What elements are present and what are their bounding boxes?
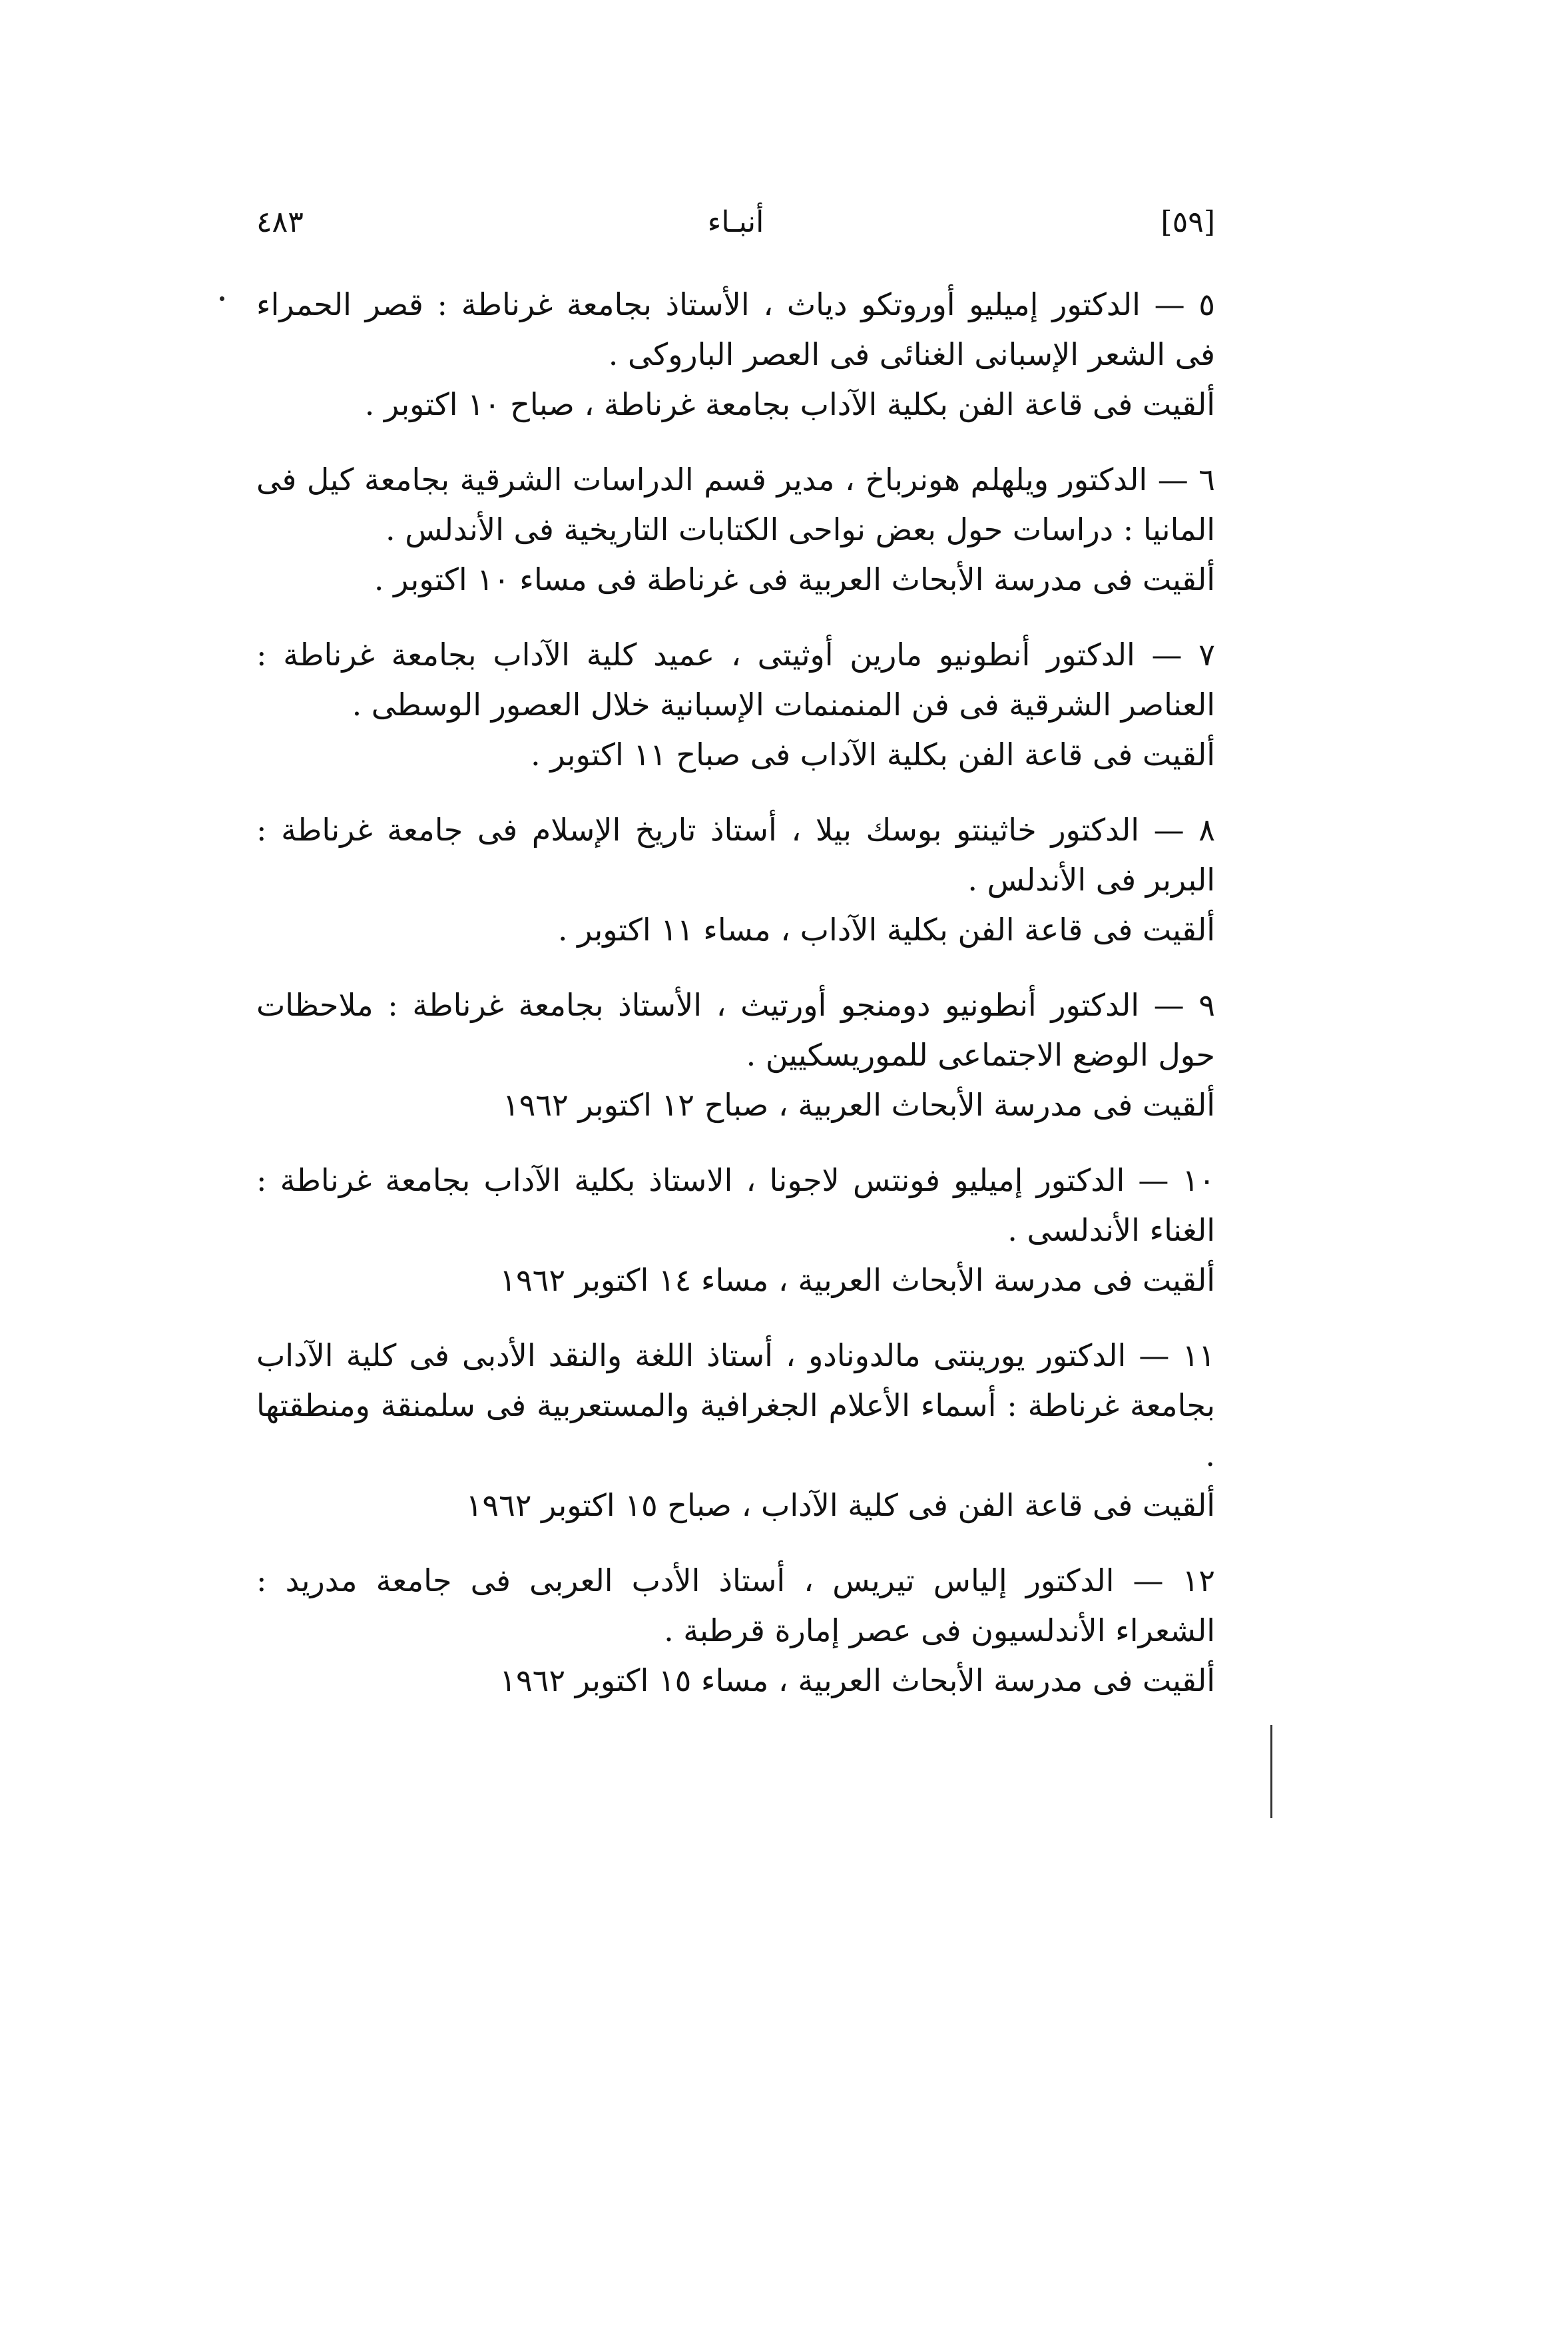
lecture-description: ١٢ — الدكتور إلياس تيريس ، أستاذ الأدب العربى فى جامعة مدريد : الشعراء الأندلسيون فى عصر إمارة قرطبة . <box>256 1562 1215 1648</box>
lecture-delivery-note: ألقيت فى قاعة الفن فى كلية الآداب ، صباح ١٥ اكتوبر ١٩٦٢ <box>465 1487 1215 1523</box>
lecture-entry-7 <box>256 630 1215 780</box>
section-reference: [٥٩] <box>1161 205 1215 239</box>
lecture-entry-10 <box>256 1156 1215 1305</box>
lecture-delivery-note: ألقيت فى مدرسة الأبحاث العربية ، مساء ١٤ اكتوبر ١٩٦٢ <box>499 1262 1215 1298</box>
margin-dot <box>220 296 224 301</box>
lecture-description: ٧ — الدكتور أنطونيو مارين أوثيتى ، عميد كلية الآداب بجامعة غرناطة : العناصر الشرقية فى فن المنمنمات الإسبانية خلال العصور الوسطى . <box>256 637 1215 723</box>
lecture-description: ٦ — الدكتور ويلهلم هونرباخ ، مدير قسم الدراسات الشرقية بجامعة كيل فى المانيا : دراسات حول بعض نواحى الكتابات التاريخية فى الأندلس . <box>256 462 1215 547</box>
page-header <box>256 205 1215 258</box>
lecture-description: ١٠ — الدكتور إميليو فونتس لاجونا ، الاستاذ بكلية الآداب بجامعة غرناطة : الغناء الأندلسى . <box>256 1162 1215 1248</box>
lecture-entry-6 <box>256 455 1215 605</box>
lecture-entry-8 <box>256 805 1215 955</box>
lecture-delivery-note: ألقيت فى قاعة الفن بكلية الآداب ، مساء ١١ اكتوبر . <box>557 912 1215 948</box>
lecture-description: ٥ — الدكتور إميليو أوروتكو دياث ، الأستاذ بجامعة غرناطة : قصر الحمراء فى الشعر الإسبانى الغنائى فى العصر الباروكى . <box>256 286 1215 372</box>
margin-rule <box>1270 1725 1272 1818</box>
lecture-description: ١١ — الدكتور يورينتى مالدونادو ، أستاذ اللغة والنقد الأدبى فى كلية الآداب بجامعة غرناطة : أسماء الأعلام الجغرافية والمستعربية فى سلمنقة ومنطقتها . <box>256 1337 1215 1473</box>
lecture-description: ٨ — الدكتور خاثينتو بوسك بيلا ، أستاذ تاريخ الإسلام فى جامعة غرناطة : البربر فى الأندلس . <box>256 812 1215 898</box>
lecture-entry-5 <box>256 280 1215 430</box>
lecture-delivery-note: ألقيت فى قاعة الفن بكلية الآداب فى صباح ١١ اكتوبر . <box>531 737 1215 773</box>
lecture-description: ٩ — الدكتور أنطونيو دومنجو أورتيث ، الأستاذ بجامعة غرناطة : ملاحظات حول الوضع الاجتماعى للموريسكيين . <box>256 987 1215 1073</box>
page-number: ٤٨٣ <box>256 205 304 239</box>
lecture-entry-11 <box>256 1331 1215 1530</box>
lecture-entry-12 <box>256 1556 1215 1706</box>
lecture-entry-9 <box>256 980 1215 1130</box>
running-title: أنبـاء <box>707 205 764 239</box>
lecture-delivery-note: ألقيت فى مدرسة الأبحاث العربية ، صباح ١٢ اكتوبر ١٩٦٢ <box>502 1087 1215 1123</box>
lecture-delivery-note: ألقيت فى قاعة الفن بكلية الآداب بجامعة غرناطة ، صباح ١٠ اكتوبر . <box>364 386 1215 422</box>
lecture-delivery-note: ألقيت فى مدرسة الأبحاث العربية فى غرناطة فى مساء ١٠ اكتوبر . <box>374 561 1215 597</box>
lecture-delivery-note: ألقيت فى مدرسة الأبحاث العربية ، مساء ١٥ اكتوبر ١٩٦٢ <box>499 1662 1215 1698</box>
lecture-list <box>256 280 1215 1731</box>
